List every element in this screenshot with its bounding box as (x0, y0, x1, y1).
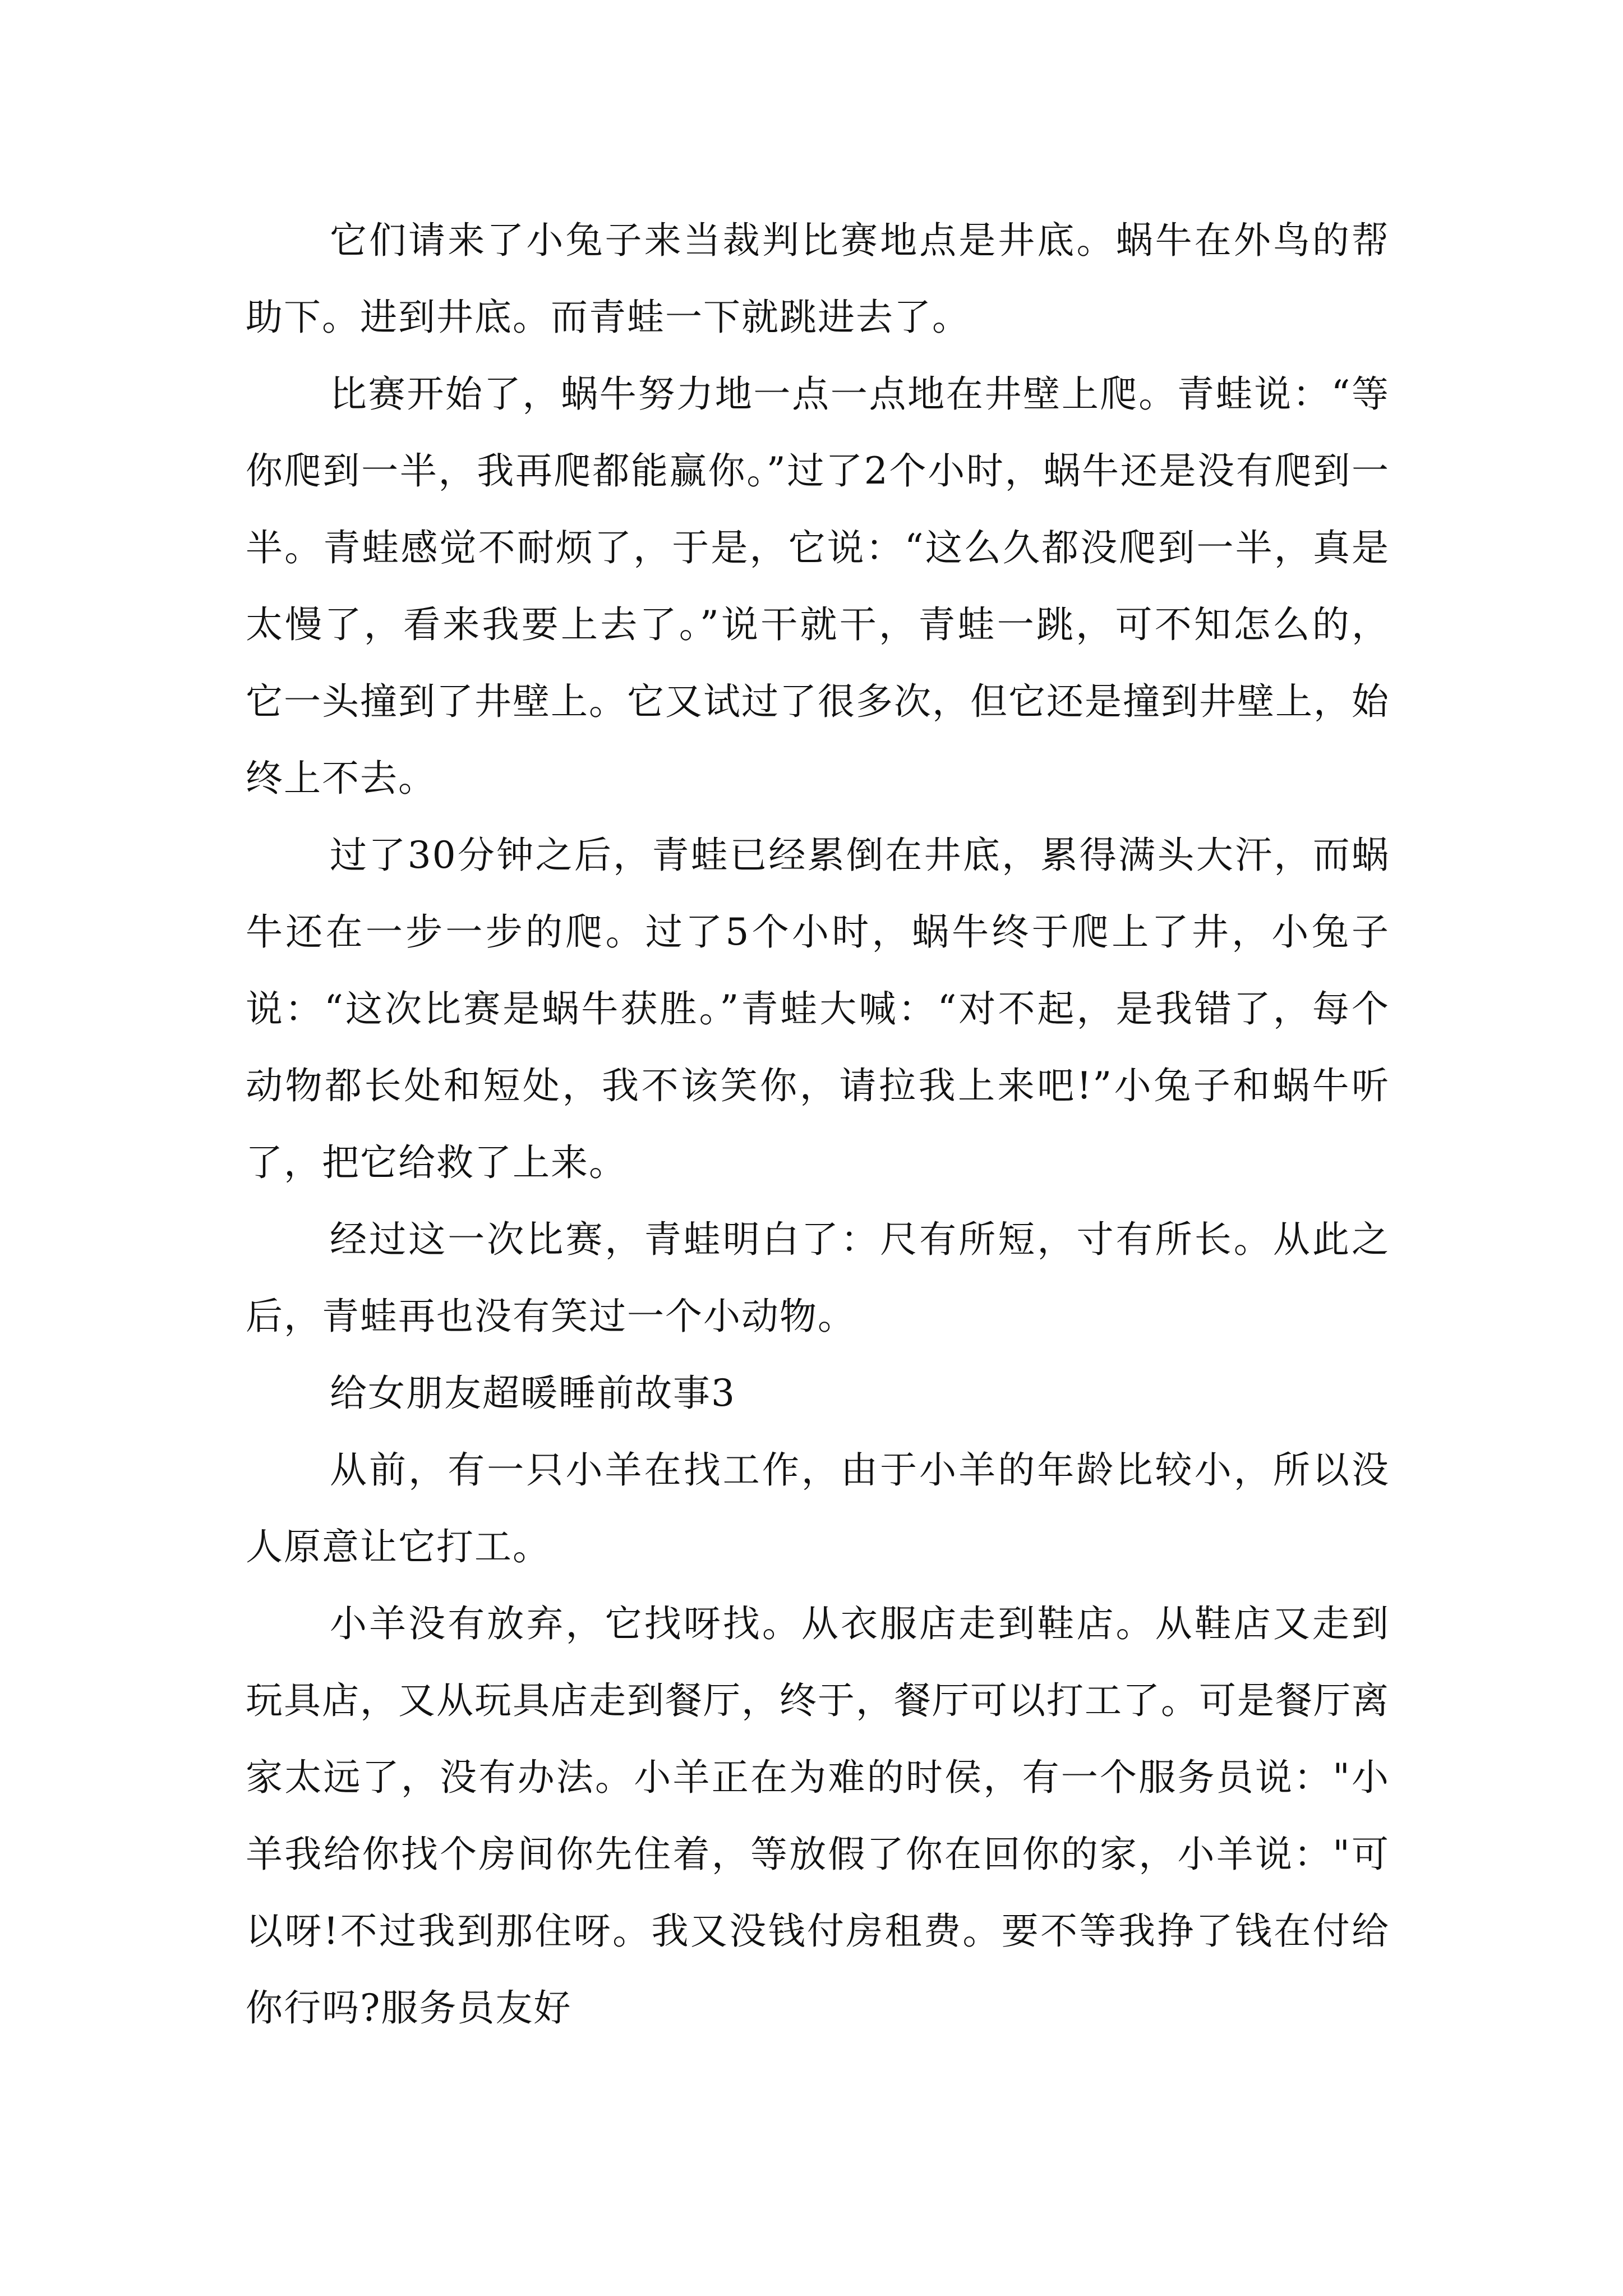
paragraph: 过了30分钟之后，青蛙已经累倒在井底，累得满头大汗，而蜗牛还在一步一步的爬。过了5个小时，蜗牛终于爬上了井，小兔子说：“这次比赛是蜗牛获胜。”青蛙大喊：“对不起，是我错了，每个动物都长处和短处，我不该笑你，请拉我上来吧!”小兔子和蜗牛听了，把它给救了上来。 (246, 834, 1390, 1184)
paragraph: 比赛开始了，蜗牛努力地一点一点地在井壁上爬。青蛙说：“等你爬到一半，我再爬都能赢你。”过了2个小时，蜗牛还是没有爬到一半。青蛙感觉不耐烦了，于是，它说：“这么久都没爬到一半，真是太慢了，看来我要上去了。”说干就干，青蛙一跳，可不知怎么的，它一头撞到了井壁上。它又试过了很多次，但它还是撞到井壁上，始终上不去。 (246, 372, 1390, 800)
paragraph: 从前，有一只小羊在找工作，由于小羊的年龄比较小，所以没人原意让它打工。 (246, 1448, 1390, 1568)
paragraph: 它们请来了小兔子来当裁判比赛地点是井底。蜗牛在外鸟的帮助下。进到井底。而青蛙一下就跳进去了。 (246, 219, 1390, 339)
paragraph: 小羊没有放弃，它找呀找。从衣服店走到鞋店。从鞋店又走到玩具店，又从玩具店走到餐厅，终于，餐厅可以打工了。可是餐厅离家太远了，没有办法。小羊正在为难的时侯，有一个服务员说："小羊我给你找个房间你先住着，等放假了你在回你的家，小羊说："可以呀!不过我到那住呀。我又没钱付房租费。要不等我挣了钱在付给你行吗?服务员友好 (246, 1602, 1390, 2030)
document-body (246, 202, 1390, 2046)
section-title: 给女朋友超暖睡前故事3 (330, 1372, 736, 1415)
paragraph: 经过这一次比赛，青蛙明白了：尺有所短，寸有所长。从此之后，青蛙再也没有笑过一个小动物。 (246, 1218, 1390, 1338)
